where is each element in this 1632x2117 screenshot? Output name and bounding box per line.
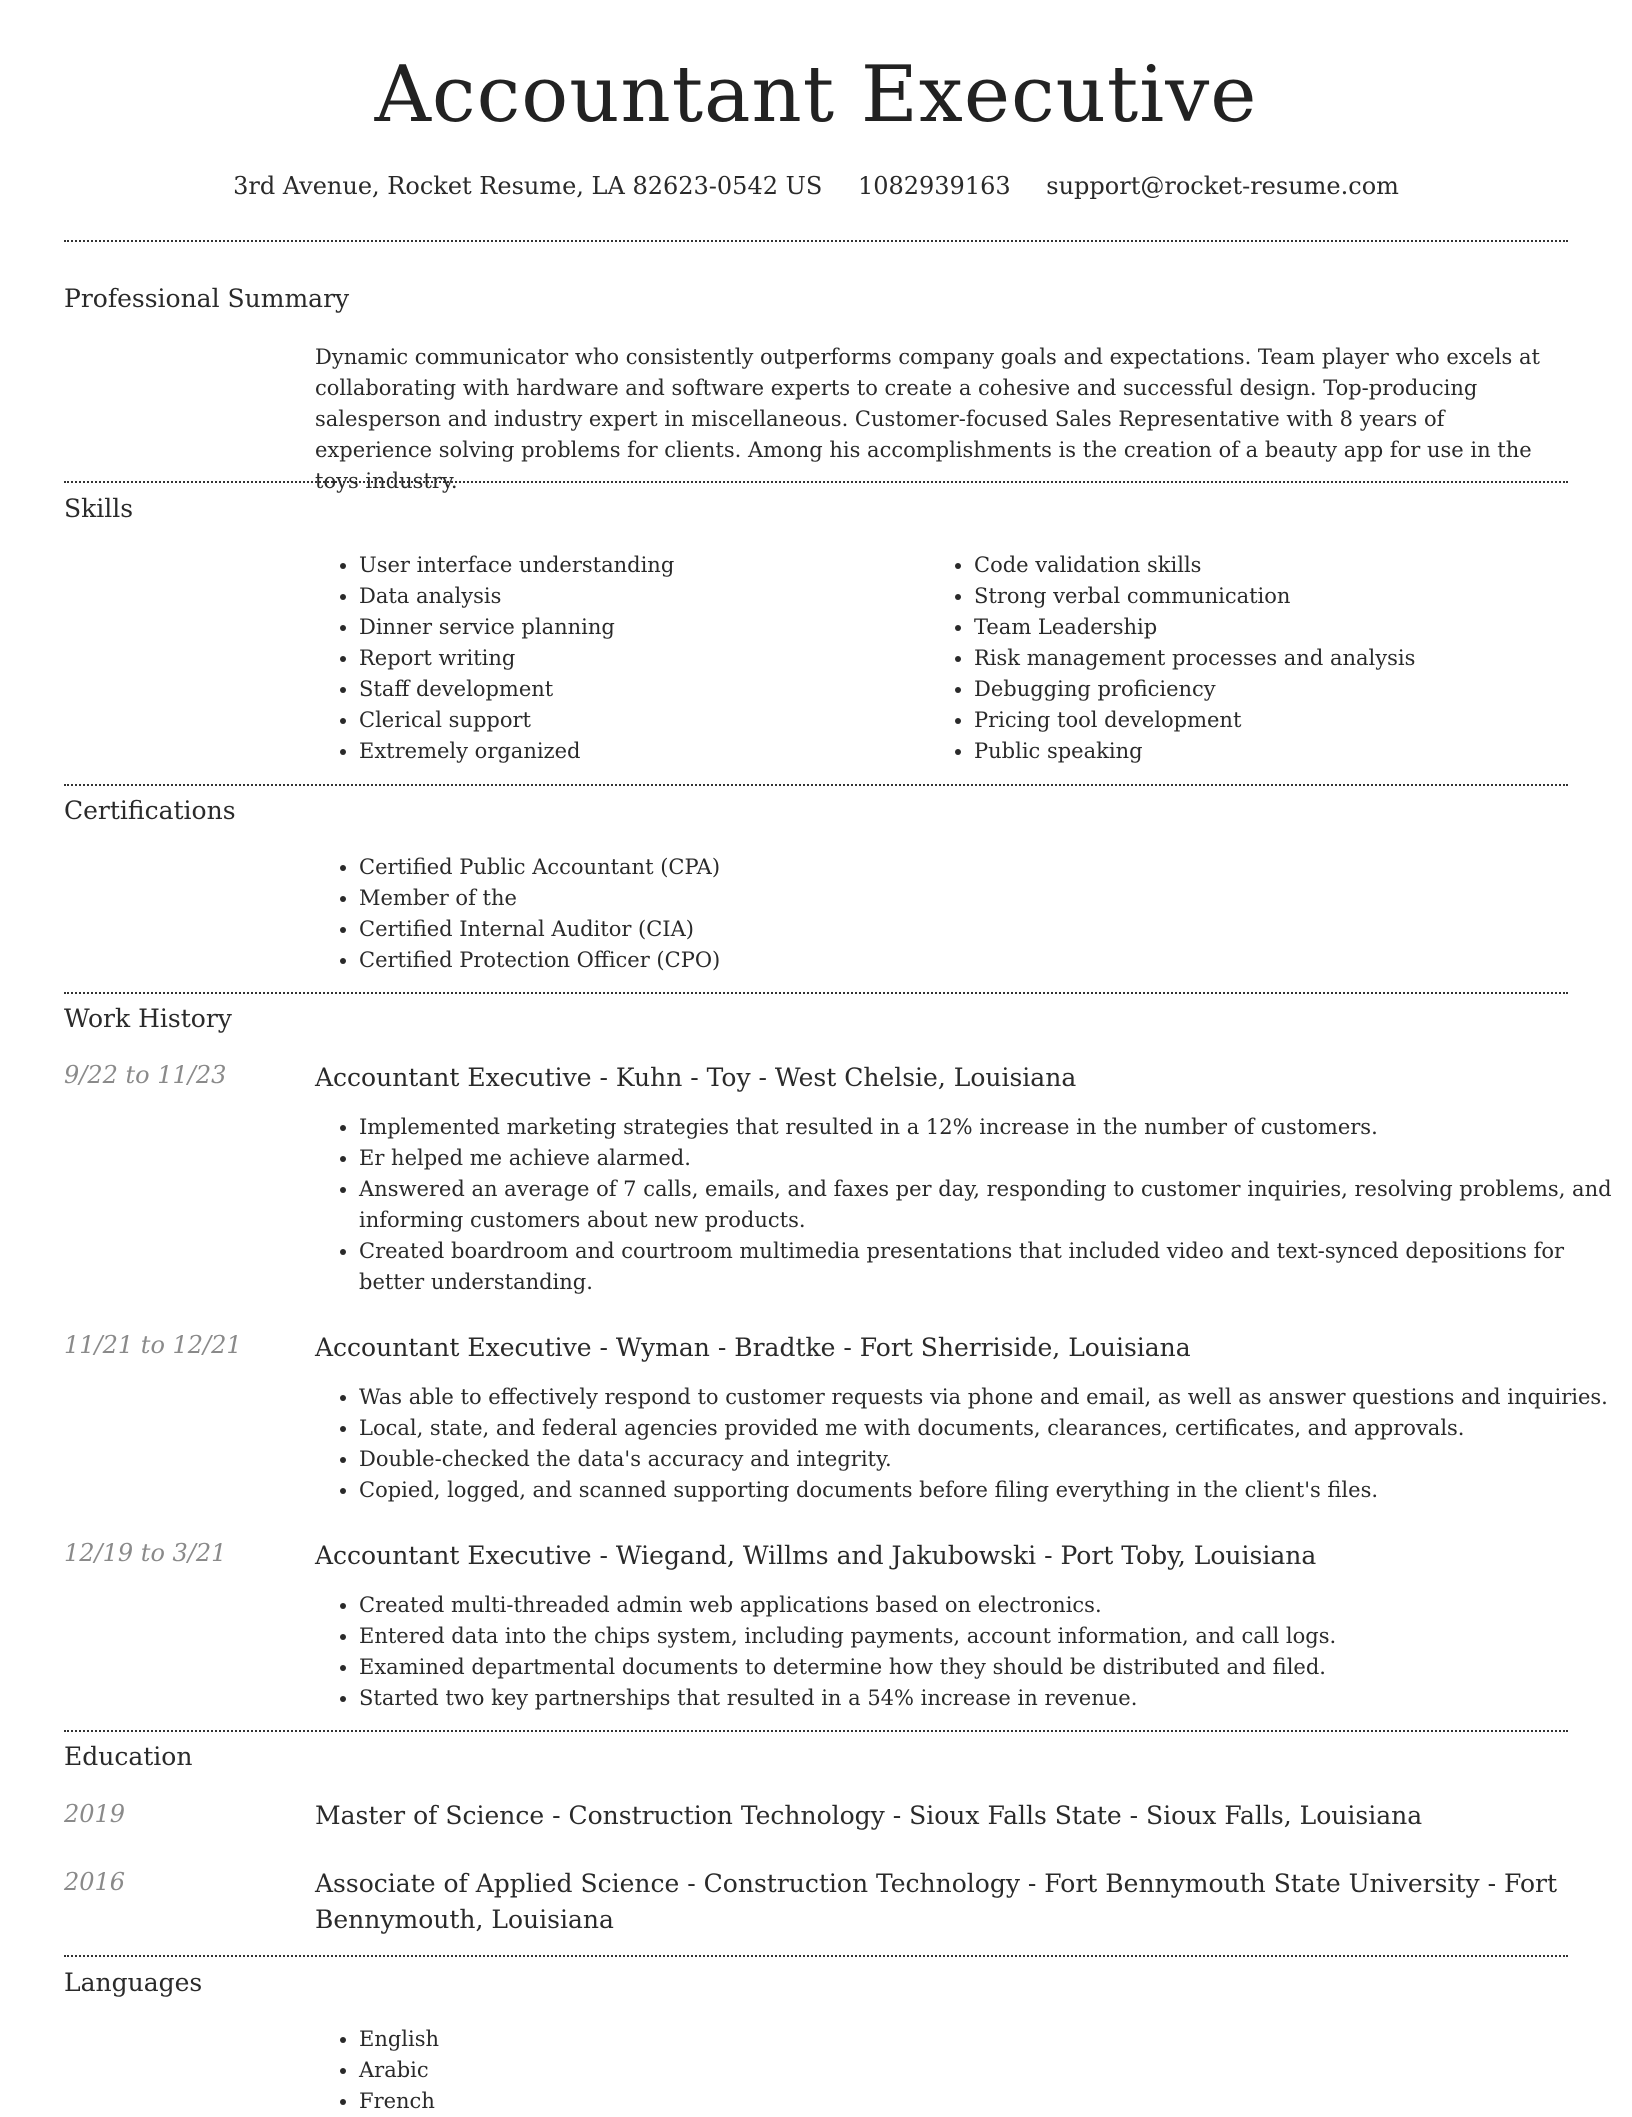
education-year: 2019 bbox=[64, 1800, 126, 1828]
list-item: • Er helped me achieve alarmed. bbox=[359, 1143, 1612, 1174]
education-year: 2016 bbox=[64, 1868, 126, 1896]
list-item: • Risk management processes and analysis bbox=[974, 643, 1574, 674]
email: support@rocket-resume.com bbox=[1046, 172, 1399, 200]
job-bullets bbox=[315, 1112, 1612, 1298]
list-item: • Staff development bbox=[359, 674, 919, 705]
phone: 1082939163 bbox=[857, 172, 1011, 200]
job-heading: Accountant Executive - Wyman - Bradtke - Fort Sherriside, Louisiana bbox=[315, 1333, 1191, 1362]
skills-list-right bbox=[930, 550, 1574, 767]
skills-list-left bbox=[315, 550, 919, 767]
list-item: • Extremely organized bbox=[359, 736, 919, 767]
education-heading: Associate of Applied Science - Construction Technology - Fort Bennymouth State University - Fort Bennymouth, Louisiana bbox=[315, 1869, 1557, 1934]
list-item: • Was able to effectively respond to customer requests via phone and email, as well as answer questions and inquiries. bbox=[359, 1382, 1612, 1413]
list-item: • Debugging proficiency bbox=[974, 674, 1574, 705]
summary-text: Dynamic communicator who consistently outperforms company goals and expectations. Team player who excels at collaborating with hardware and software experts to create a cohesive and successful design. Top-producing salesperson and industry expert in miscellaneous. Customer-focused Sales Representative with 8 years of experience solving problems for clients. Among his accomplishments is the creation of a beauty app for use in the toys industry. bbox=[315, 345, 1540, 493]
job-heading: Accountant Executive - Kuhn - Toy - West Chelsie, Louisiana bbox=[315, 1063, 1077, 1092]
address: 3rd Avenue, Rocket Resume, LA 82623-0542 US bbox=[233, 172, 823, 200]
list-item: • Clerical support bbox=[359, 705, 919, 736]
list-item: • Arabic bbox=[359, 2055, 959, 2086]
job-bullets bbox=[315, 1382, 1612, 1506]
list-item: • Double-checked the data's accuracy and integrity. bbox=[359, 1444, 1612, 1475]
list-item: • Created boardroom and courtroom multimedia presentations that included video and text-synced depositions for better understanding. bbox=[359, 1236, 1612, 1298]
job-heading: Accountant Executive - Wiegand, Willms and Jakubowski - Port Toby, Louisiana bbox=[315, 1541, 1317, 1570]
resume-name: Accountant Executive bbox=[374, 50, 1258, 140]
list-item: • Created multi-threaded admin web applications based on electronics. bbox=[359, 1590, 1612, 1621]
divider bbox=[64, 784, 1568, 786]
job-bullets bbox=[315, 1590, 1612, 1714]
section-title-languages: Languages bbox=[64, 1968, 203, 1997]
section-title-work-history: Work History bbox=[64, 1004, 232, 1033]
job-dates: 9/22 to 11/23 bbox=[64, 1061, 227, 1089]
list-item: • Answered an average of 7 calls, emails, and faxes per day, responding to customer inquiries, resolving problems, and informing customers about new products. bbox=[359, 1174, 1612, 1236]
job-dates: 12/19 to 3/21 bbox=[64, 1539, 227, 1567]
list-item: • English bbox=[359, 2024, 959, 2055]
section-title-summary: Professional Summary bbox=[64, 284, 350, 313]
list-item: • Dinner service planning bbox=[359, 612, 919, 643]
list-item: • Strong verbal communication bbox=[974, 581, 1574, 612]
list-item: • User interface understanding bbox=[359, 550, 919, 581]
list-item: • Certified Internal Auditor (CIA) bbox=[359, 914, 1559, 945]
list-item: • Entered data into the chips system, including payments, account information, and call logs. bbox=[359, 1621, 1612, 1652]
list-item: • Copied, logged, and scanned supporting documents before filing everything in the client's files. bbox=[359, 1475, 1612, 1506]
list-item: • Certified Public Accountant (CPA) bbox=[359, 852, 1559, 883]
list-item: • Examined departmental documents to determine how they should be distributed and filed. bbox=[359, 1652, 1612, 1683]
education-heading: Master of Science - Construction Technology - Sioux Falls State - Sioux Falls, Louisiana bbox=[315, 1801, 1423, 1830]
list-item: • Public speaking bbox=[974, 736, 1574, 767]
list-item: • Implemented marketing strategies that resulted in a 12% increase in the number of customers. bbox=[359, 1112, 1612, 1143]
list-item: • Local, state, and federal agencies provided me with documents, clearances, certificates, and approvals. bbox=[359, 1413, 1612, 1444]
list-item: • Team Leadership bbox=[974, 612, 1574, 643]
list-item: • Started two key partnerships that resulted in a 54% increase in revenue. bbox=[359, 1683, 1612, 1714]
list-item: • Pricing tool development bbox=[974, 705, 1574, 736]
job-dates: 11/21 to 12/21 bbox=[64, 1331, 242, 1359]
section-title-education: Education bbox=[64, 1742, 193, 1771]
list-item: • Member of the bbox=[359, 883, 1559, 914]
list-item: • Certified Protection Officer (CPO) bbox=[359, 945, 1559, 976]
list-item: • Report writing bbox=[359, 643, 919, 674]
list-item: • Data analysis bbox=[359, 581, 919, 612]
languages-list bbox=[315, 2024, 959, 2117]
divider bbox=[64, 1730, 1568, 1732]
certifications-list bbox=[315, 852, 1559, 976]
section-title-certifications: Certifications bbox=[64, 796, 236, 825]
divider bbox=[64, 240, 1568, 242]
divider bbox=[64, 481, 1568, 483]
divider bbox=[64, 992, 1568, 994]
list-item: • French bbox=[359, 2086, 959, 2117]
divider bbox=[64, 1955, 1568, 1957]
list-item: • Code validation skills bbox=[974, 550, 1574, 581]
section-title-skills: Skills bbox=[64, 494, 134, 523]
contact-line bbox=[64, 172, 1568, 200]
